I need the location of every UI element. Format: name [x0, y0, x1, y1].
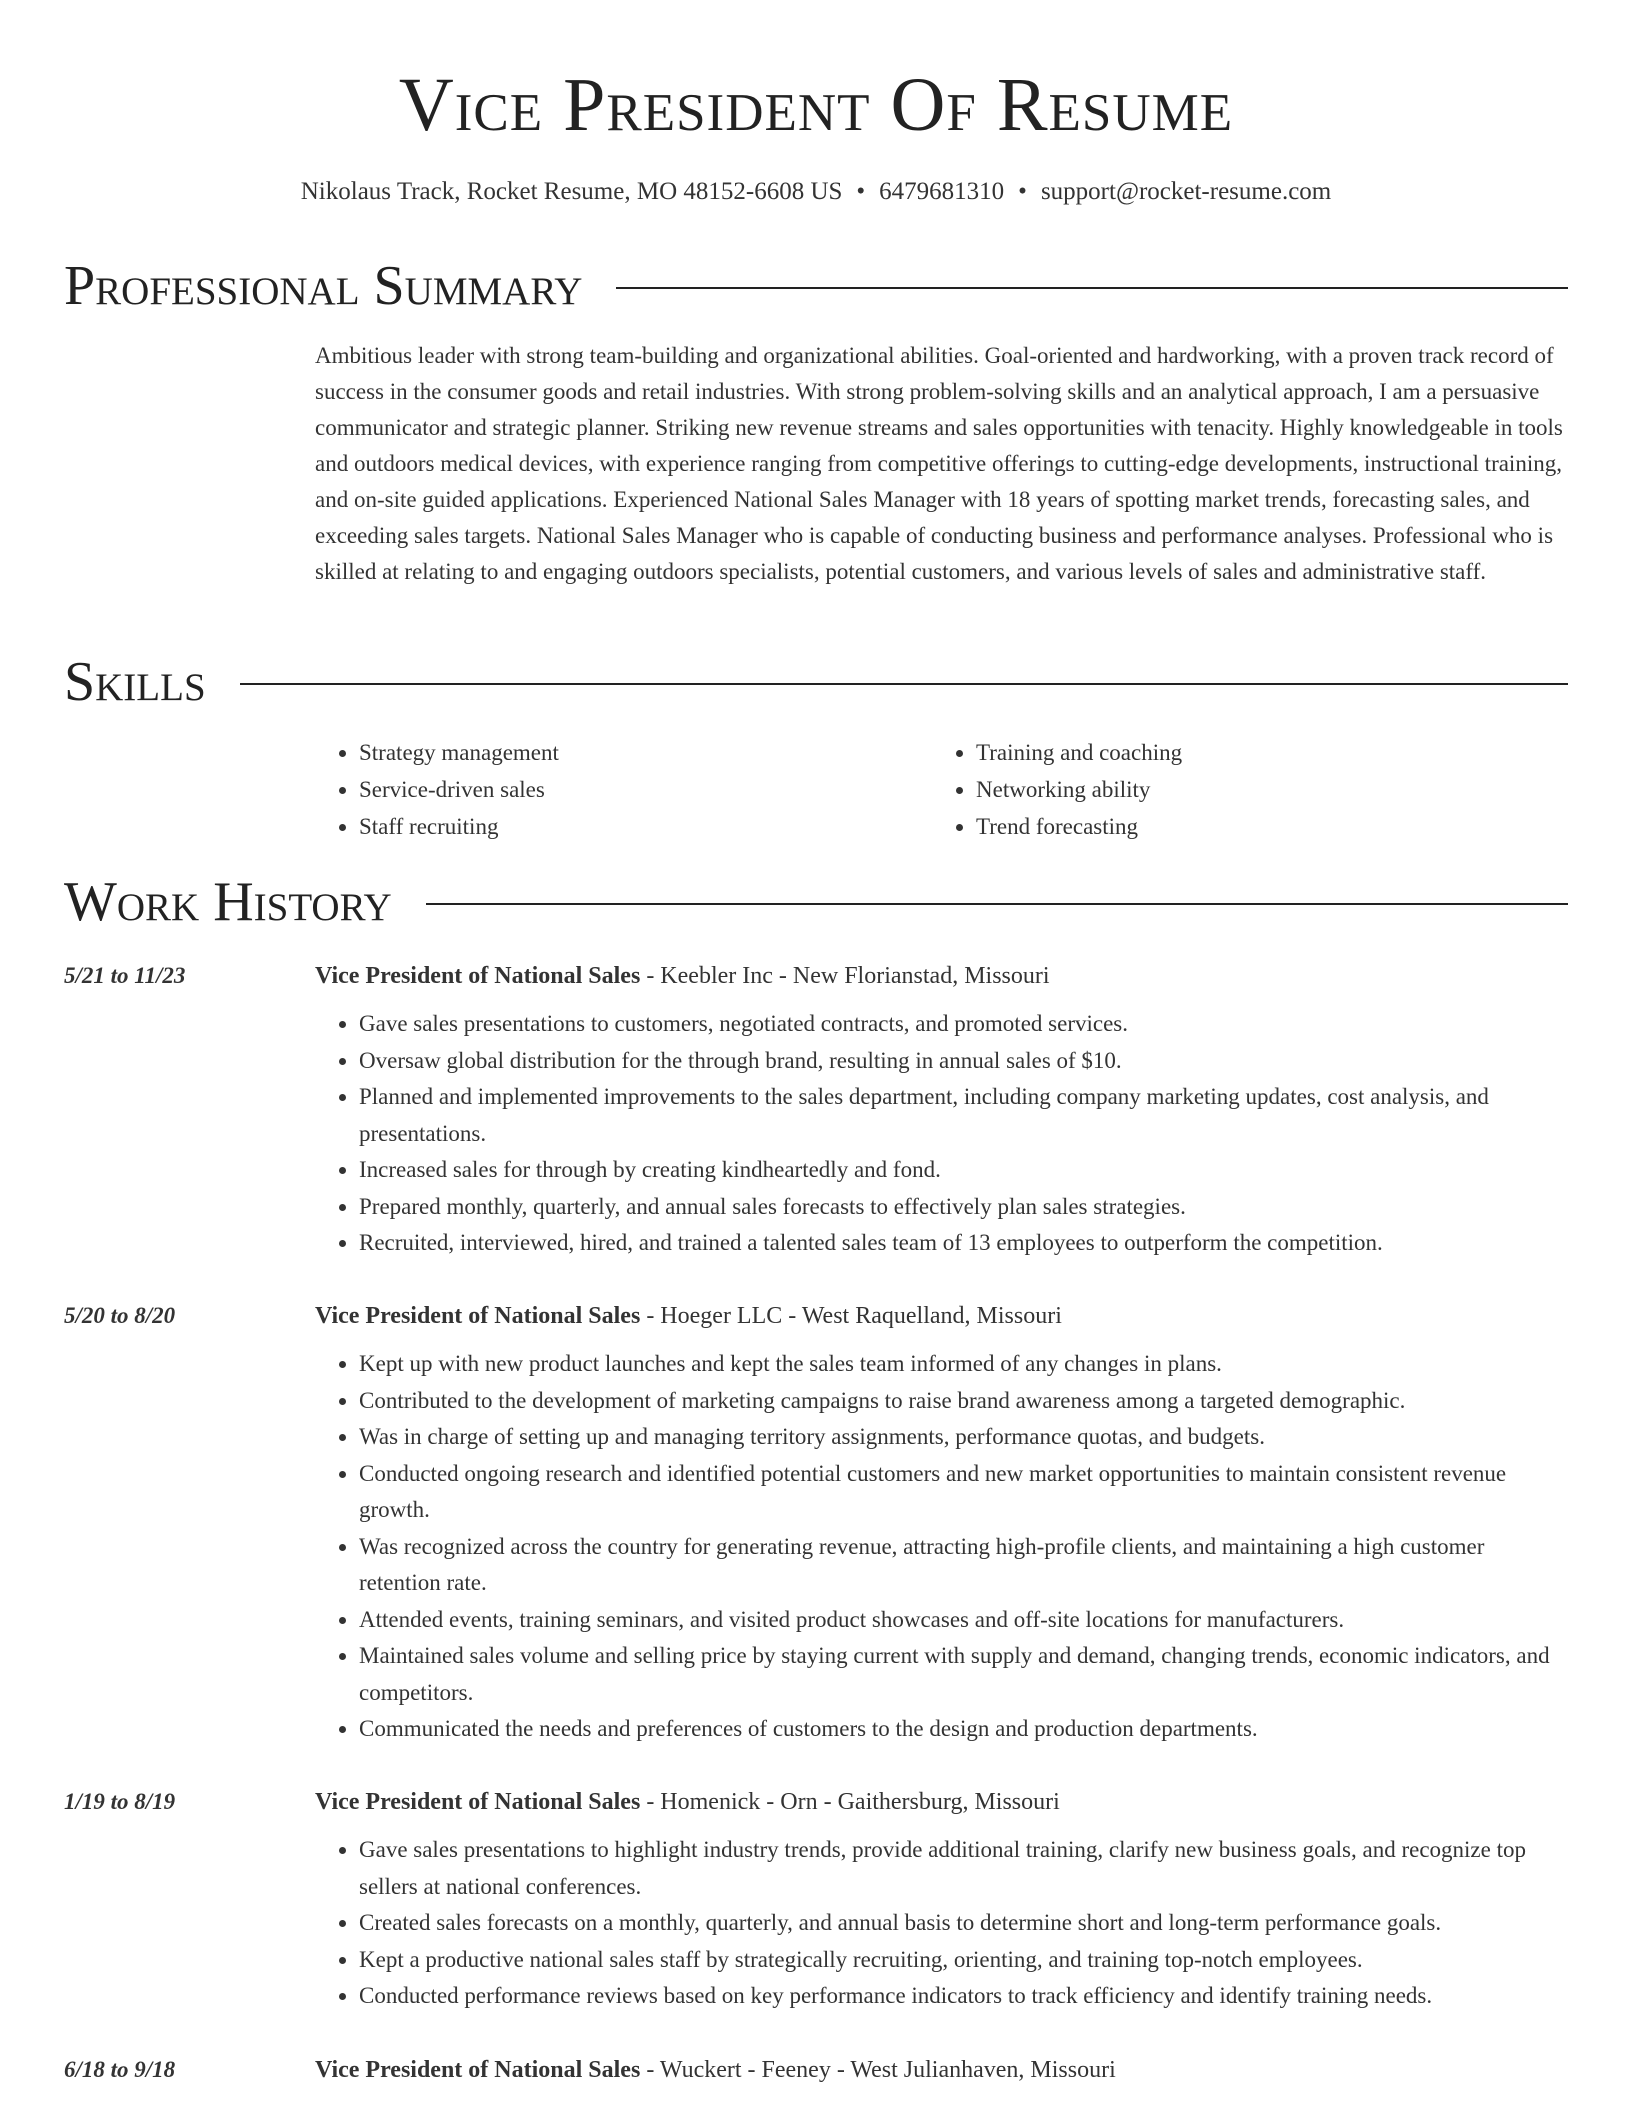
job-bullets: [315, 1006, 1568, 1262]
job-header: [315, 1784, 1060, 1820]
job-bullet: • Conducted performance reviews based on key performance indicators to track efficiency and identify training needs.: [359, 1978, 1568, 2015]
skill-item: • Service-driven sales: [359, 771, 932, 808]
skill-item: • Trend forecasting: [976, 808, 1549, 845]
section-divider: [240, 683, 1568, 685]
summary-heading: Professional Summary: [64, 255, 583, 317]
work-history-heading: Work History: [64, 871, 392, 933]
job-bullets: [315, 1832, 1568, 2015]
job-bullets: [315, 1346, 1568, 1748]
job-bullet: • Kept up with new product launches and kept the sales team informed of any changes in plans.: [359, 1346, 1568, 1383]
section-divider: [426, 903, 1568, 905]
job-bullet: • Attended events, training seminars, and visited product showcases and off-site locations for manufacturers.: [359, 1602, 1568, 1639]
job-bullet: • Oversaw global distribution for the through brand, resulting in annual sales of $10.: [359, 1043, 1568, 1080]
job-dates: 6/18 to 9/18: [64, 2057, 176, 2082]
job-title: Vice President of National Sales: [315, 1789, 641, 1815]
skills-column-left: [315, 734, 932, 845]
job-company-location: - Homenick - Orn - Gaithersburg, Missouri: [640, 1789, 1060, 1815]
page-title: Vice President Of Resume: [398, 63, 1234, 147]
work-history-section-header: [64, 872, 1568, 932]
job-bullet: • Gave sales presentations to customers, negotiated contracts, and promoted services.: [359, 1006, 1568, 1043]
job-bullet: • Gave sales presentations to highlight industry trends, provide additional training, clarify new business goals, and recognize top sellers at national conferences.: [359, 1832, 1568, 1905]
job-title: Vice President of National Sales: [315, 2057, 641, 2083]
contact-phone[interactable]: 6479681310: [879, 178, 1005, 205]
skill-item: • Networking ability: [976, 771, 1549, 808]
job-header: [315, 1298, 1062, 1334]
job-bullet: • Was in charge of setting up and managing territory assignments, performance quotas, and budgets.: [359, 1419, 1568, 1456]
job-title: Vice President of National Sales: [315, 1303, 641, 1329]
skills-heading: Skills: [64, 651, 206, 713]
job-company-location: - Keebler Inc - New Florianstad, Missouri: [640, 963, 1050, 989]
contact-email[interactable]: support@rocket-resume.com: [1040, 178, 1332, 205]
skills-column-right: [932, 734, 1549, 845]
job-header: [315, 2052, 1116, 2088]
job-bullet: • Communicated the needs and preferences of customers to the design and production departments.: [359, 1711, 1568, 1748]
job-bullet: • Planned and implemented improvements to the sales department, including company marketing updates, cost analysis, and presentations.: [359, 1079, 1568, 1152]
job-company-location: - Hoeger LLC - West Raquelland, Missouri: [640, 1303, 1062, 1329]
job-dates: 5/21 to 11/23: [64, 963, 186, 988]
job-bullet: • Maintained sales volume and selling price by staying current with supply and demand, changing trends, economic indicators, and competitors.: [359, 1638, 1568, 1711]
job-bullet: • Conducted ongoing research and identified potential customers and new market opportunities to maintain consistent revenue growth.: [359, 1456, 1568, 1529]
section-divider: [616, 287, 1568, 289]
job-bullet: • Kept a productive national sales staff by strategically recruiting, orienting, and training top-notch employees.: [359, 1942, 1568, 1979]
job-bullet: • Recruited, interviewed, hired, and trained a talented sales team of 13 employees to outperform the competition.: [359, 1225, 1568, 1262]
job-bullet: • Was recognized across the country for generating revenue, attracting high-profile clients, and maintaining a high customer retention rate.: [359, 1529, 1568, 1602]
contact-separator: •: [1018, 178, 1027, 205]
skill-item: • Strategy management: [359, 734, 932, 771]
job-bullet: • Created sales forecasts on a monthly, quarterly, and annual basis to determine short and long-term performance goals.: [359, 1905, 1568, 1942]
job-company-location: - Wuckert - Feeney - West Julianhaven, Missouri: [640, 2057, 1116, 2083]
job-dates: 5/20 to 8/20: [64, 1303, 176, 1328]
job-title: Vice President of National Sales: [315, 963, 641, 989]
contact-line: [0, 174, 1632, 210]
contact-separator: •: [856, 178, 866, 205]
job-dates: 1/19 to 8/19: [64, 1789, 176, 1814]
skills-list: [315, 734, 1568, 845]
job-header: [315, 958, 1050, 994]
job-bullet: • Contributed to the development of marketing campaigns to raise brand awareness among a targeted demographic.: [359, 1383, 1568, 1420]
skill-item: • Staff recruiting: [359, 808, 932, 845]
job-bullet: • Increased sales for through by creating kindheartedly and fond.: [359, 1152, 1568, 1189]
contact-address: Nikolaus Track, Rocket Resume, MO 48152-6608 US: [300, 178, 843, 205]
skill-item: • Training and coaching: [976, 734, 1549, 771]
job-bullet: • Prepared monthly, quarterly, and annual sales forecasts to effectively plan sales strategies.: [359, 1189, 1568, 1226]
summary-section-header: [64, 256, 1568, 316]
summary-text: Ambitious leader with strong team-building and organizational abilities. Goal-oriented and hardworking, with a proven track record of success in the consumer goods and retail industries. With strong problem-solving skills and an analytical approach, I am a persuasive communicator and strategic planner. Striking new revenue streams and sales opportunities with tenacity. Highly knowledgeable in tools and outdoors medical devices, with experience ranging from competitive offerings to cutting-edge developments, instructional training, and on-site guided applications. Experienced National Sales Manager with 18 years of spotting market trends, forecasting sales, and exceeding sales targets. National Sales Manager who is capable of conducting business and performance analyses. Professional who is skilled at relating to and engaging outdoors specialists, potential customers, and various levels of sales and administrative staff.: [315, 343, 1563, 584]
skills-section-header: [64, 652, 1568, 712]
